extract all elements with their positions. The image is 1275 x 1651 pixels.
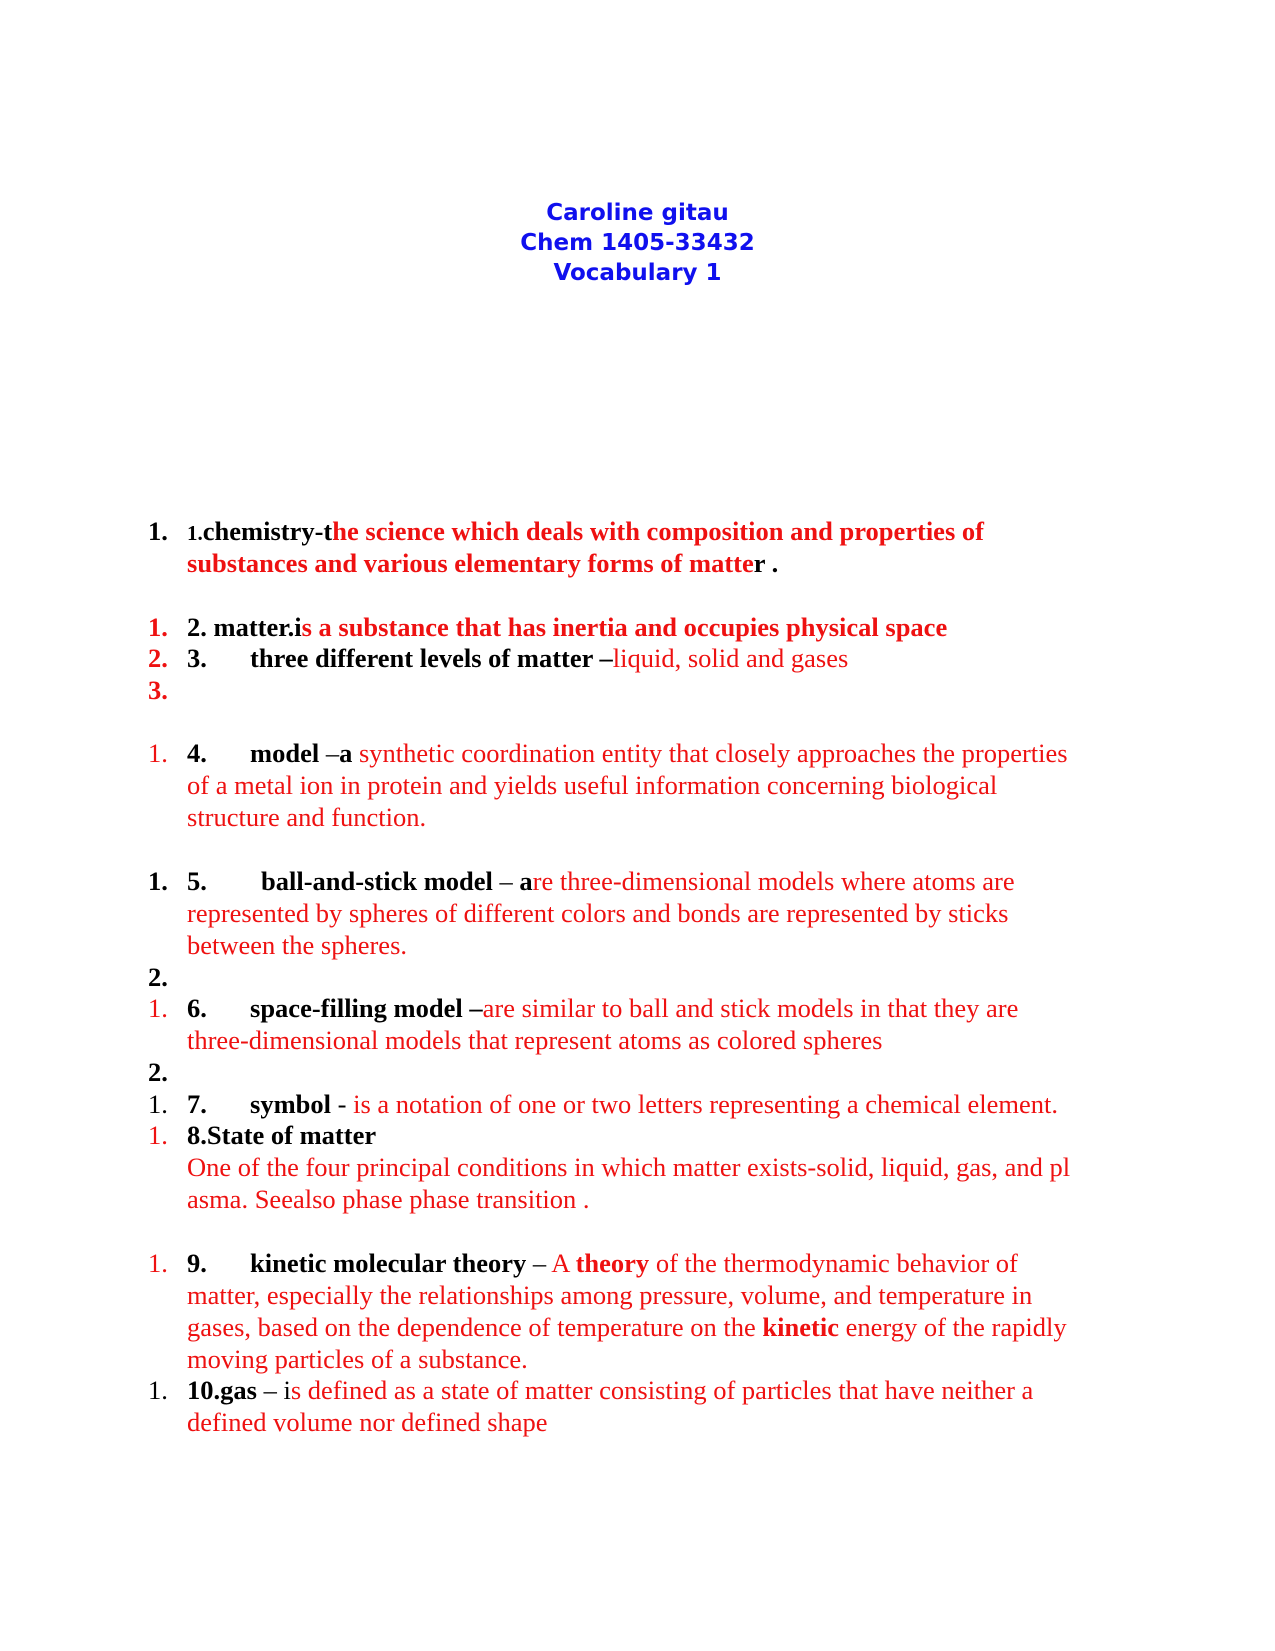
dash: – i (256, 1375, 291, 1405)
list-marker: 2. (148, 1057, 168, 1087)
entry-kmt-cont: matter, especially the relationships among pressure, volume, and temperature in (187, 1280, 1033, 1310)
author-name: Caroline gitau (546, 200, 729, 226)
list-marker: 1. (148, 1375, 168, 1405)
definition: gases, based on the dependence of temperature on the (187, 1312, 763, 1342)
definition: s a substance that has inertia and occupies physical space (301, 612, 948, 642)
term-group (250, 736, 1068, 770)
term: 2. matter.i (187, 612, 302, 642)
list-marker: 1. (148, 738, 168, 768)
entry-ball-and-stick (187, 864, 1015, 898)
term: space-filling model – (250, 993, 483, 1023)
entry-number: 7. (187, 1089, 207, 1119)
term-group (250, 1087, 1058, 1121)
term: ball-and-stick model (261, 866, 493, 896)
definition-emphasis: kinetic (762, 1312, 839, 1342)
entry-kinetic-molecular-theory (187, 1246, 1018, 1280)
entry-symbol (187, 1087, 1059, 1121)
term-group (250, 1246, 1018, 1280)
entry-number: 1. (187, 521, 203, 545)
list-marker: 1. (148, 1120, 168, 1150)
definition: s defined as a state of matter consisting of particles that have neither a (290, 1375, 1034, 1405)
entry-number: 6. (187, 993, 207, 1023)
definition: liquid, solid and gases (612, 643, 849, 673)
definition: is a notation of one or two letters representing a chemical element. (353, 1089, 1059, 1119)
entry-state-of-matter-def: asma. Seealso phase phase transition . (187, 1184, 590, 1214)
list-marker: 1. (148, 612, 168, 642)
list-marker: 1. (148, 516, 168, 546)
dash: – (526, 1248, 552, 1278)
entry-number: 3. (187, 643, 207, 673)
term-group (261, 864, 1015, 898)
course-code: Chem 1405-33432 (520, 230, 755, 256)
entry-number: 9. (187, 1248, 207, 1278)
term: 10.gas (187, 1375, 257, 1405)
term-group (250, 991, 1018, 1025)
term: chemistry-t (202, 516, 333, 546)
document-title: Vocabulary 1 (553, 260, 722, 286)
term-letter: a (519, 866, 533, 896)
dash: – (319, 738, 340, 768)
definition: substances and various elementary forms of matte (187, 548, 754, 578)
entry-kmt-cont (187, 1310, 1067, 1344)
entry-space-filling-cont: three-dimensional models that represent atoms as colored spheres (187, 1025, 883, 1055)
entry-gas (187, 1373, 1033, 1407)
term: symbol (250, 1089, 331, 1119)
list-marker: 2. (148, 643, 168, 673)
definition: he science which deals with composition and properties of (332, 516, 984, 546)
list-marker: 1. (148, 993, 168, 1023)
entry-space-filling (187, 991, 1019, 1025)
definition: A (551, 1248, 576, 1278)
list-marker: 1. (148, 866, 168, 896)
entry-model-cont: of a metal ion in protein and yields useful information concerning biological (187, 770, 998, 800)
list-marker: 2. (148, 962, 168, 992)
definition: energy of the rapidly (838, 1312, 1067, 1342)
entry-number: 4. (187, 738, 207, 768)
entry-state-of-matter: 8.State of matter (187, 1120, 377, 1150)
entry-state-of-matter-def: One of the four principal conditions in which matter exists-solid, liquid, gas, and pl (187, 1152, 1071, 1182)
term: kinetic molecular theory (250, 1248, 527, 1278)
entry-kmt-cont: moving particles of a substance. (187, 1344, 528, 1374)
dash: – (492, 866, 520, 896)
entry-ball-and-stick-cont: represented by spheres of different colors and bonds are represented by sticks (187, 898, 1009, 928)
definition-emphasis: theory (575, 1248, 650, 1278)
dash: - (331, 1089, 354, 1119)
definition: are similar to ball and stick models in that they are (482, 993, 1019, 1023)
entry-matter (187, 610, 947, 644)
entry-number: 5. (187, 866, 207, 896)
document-header (0, 198, 1275, 288)
definition: re three-dimensional models where atoms are (532, 866, 1015, 896)
entry-gas-cont: defined volume nor defined shape (187, 1407, 548, 1437)
list-marker: 1. (148, 1089, 168, 1119)
list-marker: 3. (148, 675, 168, 705)
definition-end: r . (753, 548, 779, 578)
definition: of the thermodynamic behavior of (649, 1248, 1018, 1278)
term-letter: a (339, 738, 359, 768)
entry-model (187, 736, 1068, 770)
entry-levels-of-matter (187, 641, 849, 675)
list-marker: 1. (148, 1248, 168, 1278)
entry-model-cont: structure and function. (187, 802, 427, 832)
definition: synthetic coordination entity that closely approaches the properties (358, 738, 1068, 768)
term: model (250, 738, 320, 768)
entry-chemistry (187, 514, 984, 548)
entry-ball-and-stick-cont: between the spheres. (187, 930, 408, 960)
term: three different levels of matter –liquid, solid and gases (250, 643, 849, 673)
entry-chemistry-cont (187, 546, 778, 580)
